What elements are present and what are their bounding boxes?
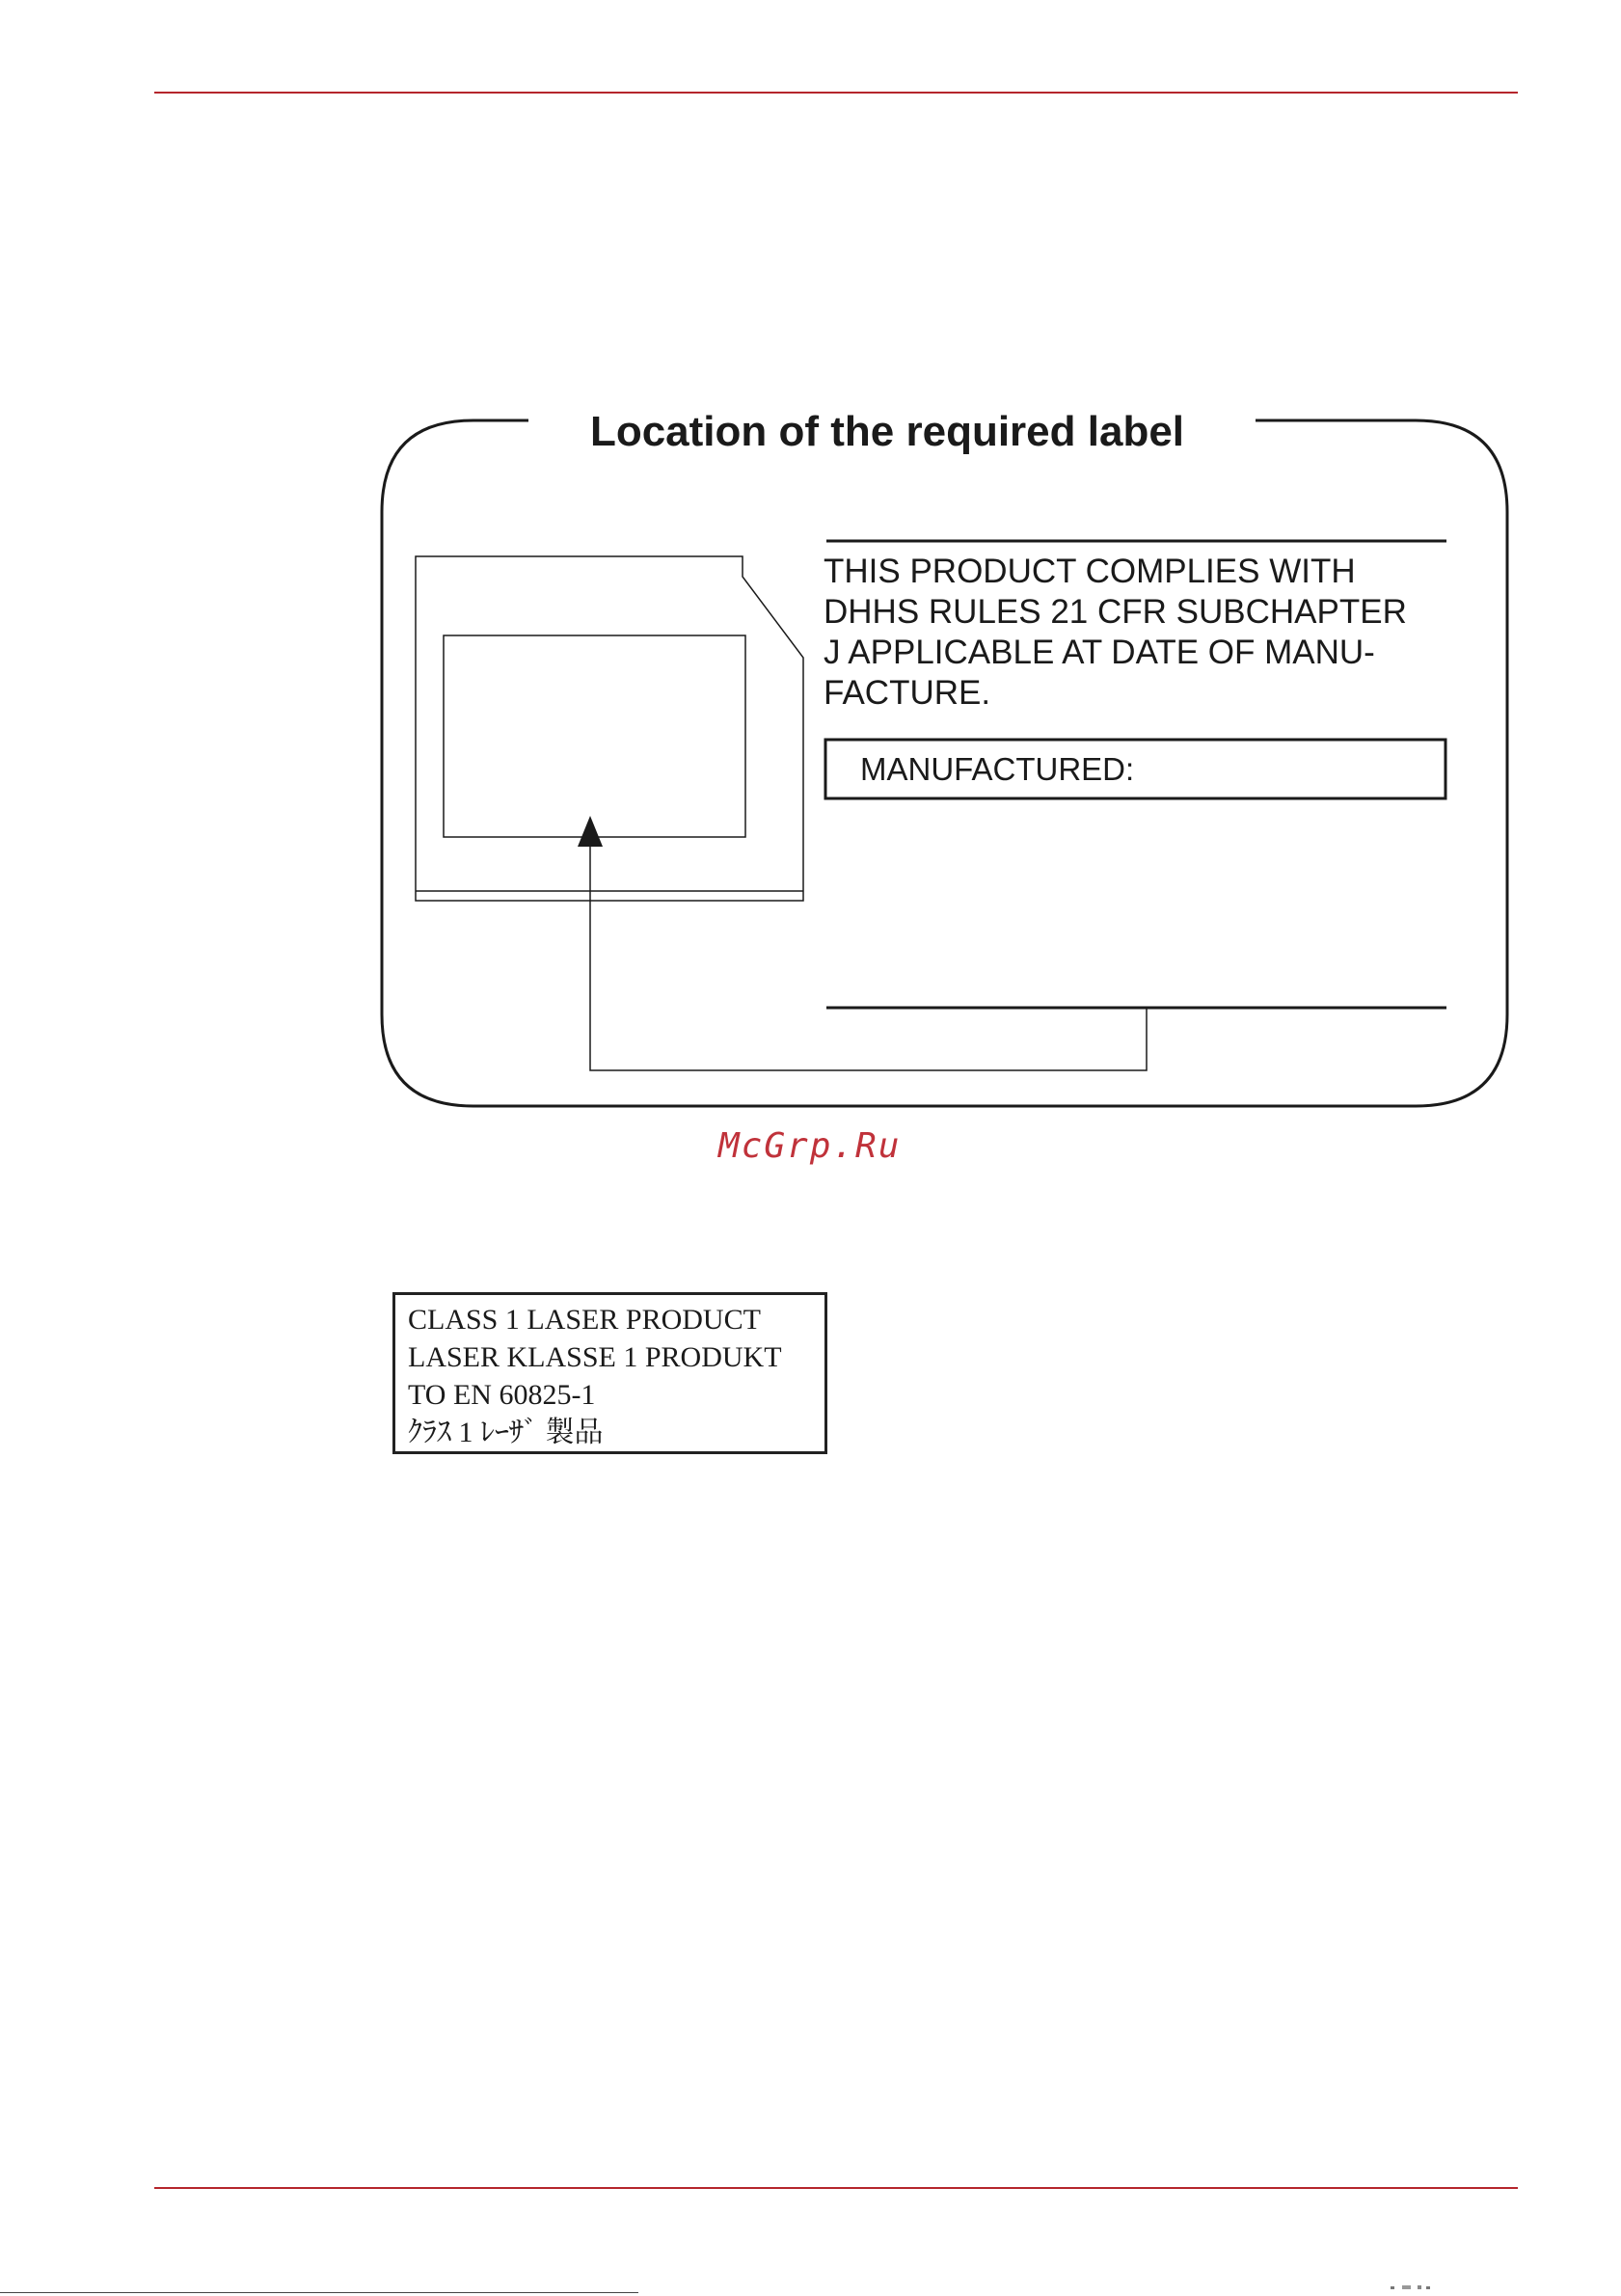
pointer-arrowhead — [578, 816, 603, 847]
laser-line-3: TO EN 60825-1 — [408, 1379, 596, 1411]
laser-class-label — [392, 1292, 827, 1454]
figure-title: Location of the required label — [589, 408, 1185, 455]
footer-rule — [154, 2187, 1518, 2189]
compliance-line-3: J APPLICABLE AT DATE OF MANU- — [824, 634, 1375, 671]
compliance-line-1: THIS PRODUCT COMPLIES WITH — [824, 553, 1356, 590]
laser-line-1: CLASS 1 LASER PRODUCT — [408, 1304, 761, 1336]
watermark: McGrp.Ru — [718, 1126, 902, 1166]
label-area — [444, 635, 745, 837]
manufactured-label: MANUFACTURED: — [860, 751, 1135, 787]
page-bottom-line — [0, 2292, 638, 2293]
laser-line-2: LASER KLASSE 1 PRODUKT — [408, 1341, 782, 1373]
laser-line-4: ｸﾗｽ 1 ﾚｰｻﾞ 製品 — [408, 1417, 604, 1448]
compliance-line-2: DHHS RULES 21 CFR SUBCHAPTER — [824, 593, 1407, 631]
compliance-line-4: FACTURE. — [824, 674, 991, 712]
footer-marks — [1389, 2284, 1432, 2290]
pointer-line — [590, 844, 1147, 1070]
